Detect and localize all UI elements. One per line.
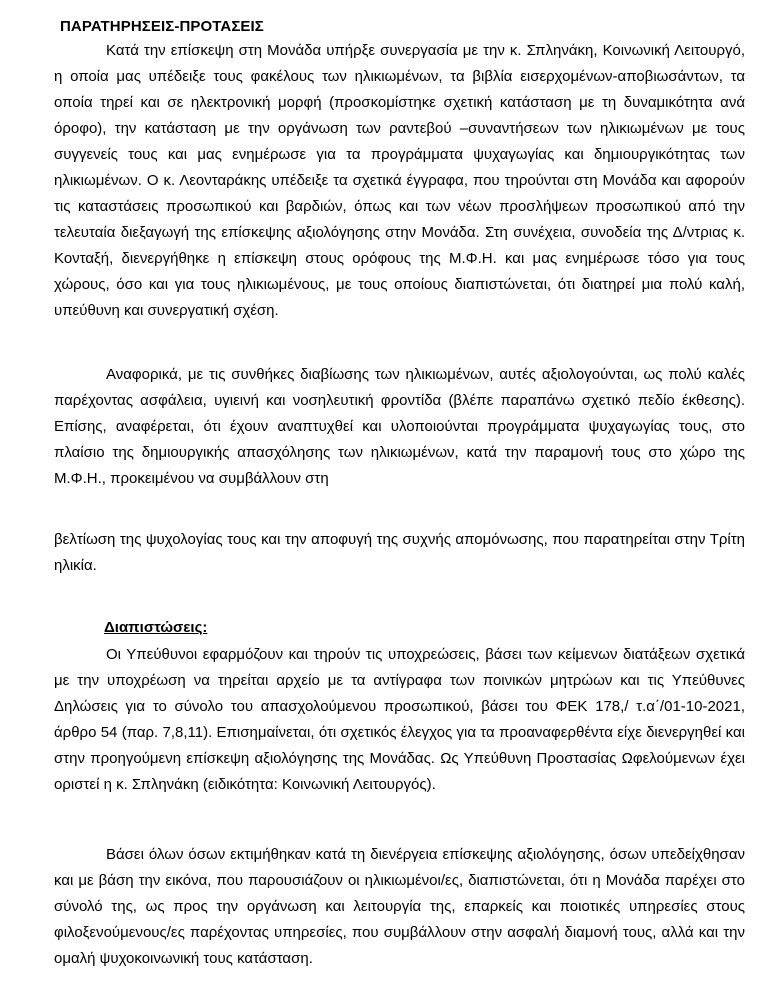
paragraph-living-conditions-text: Αναφορικά, με τις συνθήκες διαβίωσης των ηλικιωμένων, αυτές αξιολογούνται, ως πολύ καλές παρέχοντας ασφάλεια, υγιεινή και νοσηλευτική φροντίδα (βλέπε παραπάνω σχετικό πεδίο έκθεσης). Επίσης, αναφέρεται, ότι έχουν αναπτυχθεί και υλοποιούνται προγράμματα ψυχαγωγίας τους, στο πλαίσιο της δημιουργικής απασχόλησης των ηλικιωμένων, κατά την παραμονή τους στο χώρο της Μ.Φ.Η., προκειμένου να συμβάλλουν στη xyxy=(54,366,745,487)
findings-subheading: Διαπιστώσεις: xyxy=(104,619,208,636)
paragraph-living-conditions-continued-text: βελτίωση της ψυχολογίας τους και την αποφυγή της συχνής απομόνωσης, που παρατηρείται στην Τρίτη ηλικία. xyxy=(54,531,745,574)
paragraph-conclusion xyxy=(54,842,745,972)
section-heading: ΠΑΡΑΤΗΡΗΣΕΙΣ-ΠΡΟΤΑΣΕΙΣ xyxy=(60,18,264,35)
paragraph-obligations xyxy=(54,642,745,798)
paragraph-conclusion-text: Βάσει όλων όσων εκτιμήθηκαν κατά τη διενέργεια επίσκεψης αξιολόγησης, όσων υπεδείχθησαν και με βάση την εικόνα, που παρουσιάζουν οι ηλικιωμένοι/ες, διαπιστώνεται, ότι η Μονάδα παρέχει στο σύνολό της, ως προς την οργάνωση και λειτουργία της, επαρκείς και ποιοτικές υπηρεσίες στους φιλοξενούμενους/ες παρέχοντας υπηρεσίες, που συμβάλλουν στην ασφαλή διαμονή τους, αλλά και την ομαλή ψυχοκοινωνική τους κατάσταση. xyxy=(54,846,745,967)
paragraph-cooperation xyxy=(54,38,745,324)
paragraph-cooperation-text: Κατά την επίσκεψη στη Μονάδα υπήρξε συνεργασία με την κ. Σπληνάκη, Κοινωνική Λειτουργό, η οποία μας υπέδειξε τους φακέλους των ηλικιωμένων, τα βιβλία εισερχομένων-αποβιωσάντων, τα οποία τηρεί και σε ηλεκτρονική μορφή (προσκομίστηκε σχετική κατάσταση με τη δυναμικότητα ανά όροφο), την κατάσταση με την οργάνωση των ραντεβού –συναντήσεων των ηλικιωμένων με τους συγγενείς τους και μας ενημέρωσε για τα προγράμματα ψυχαγωγίας και δημιουργικότητας των ηλικιωμένων. Ο κ. Λεονταράκης υπέδειξε τα σχετικά έγγραφα, που τηρούνται στη Μονάδα και αφορούν τις καταστάσεις προσωπικού και βαρδιών, όπως και των νέων προσλήψεων προσωπικού από την τελευταία διεξαγωγή της επίσκεψης αξιολόγησης στην Μονάδα. Στη συνέχεια, συνοδεία της Δ/ντριας κ. Κονταξή, διενεργήθηκε η επίσκεψη στους ορόφους της Μ.Φ.Η. και μας ενημέρωσε τόσο για τους χώρους, όσο και για τους ηλικιωμένους, με τους οποίους διαπιστώνεται, ότι διατηρεί μια πολύ καλή, υπεύθυνη και συνεργατική σχέση. xyxy=(54,42,745,319)
paragraph-living-conditions xyxy=(54,362,745,492)
paragraph-living-conditions-continued xyxy=(54,527,745,579)
paragraph-obligations-text: Οι Υπεύθυνοι εφαρμόζουν και τηρούν τις υποχρεώσεις, βάσει των κείμενων διατάξεων σχετικά με την υποχρέωση να τηρείται αρχείο με τα αντίγραφα των ποινικών μητρώων και τις Υπεύθυνες Δηλώσεις για το σύνολο του απασχολούμενου προσωπικού, βάσει του ΦΕΚ 178,/ τ.α΄/01-10-2021, άρθρο 54 (παρ. 7,8,11). Επισημαίνεται, ότι σχετικός έλεγχος για τα προαναφερθέντα είχε διενεργηθεί και στην προηγούμενη επίσκεψη αξιολόγησης της Μονάδας. Ως Υπεύθυνη Προστασίας Ωφελούμενων έχει οριστεί η κ. Σπληνάκη (ειδικότητα: Κοινωνική Λειτουργός). xyxy=(54,646,745,793)
